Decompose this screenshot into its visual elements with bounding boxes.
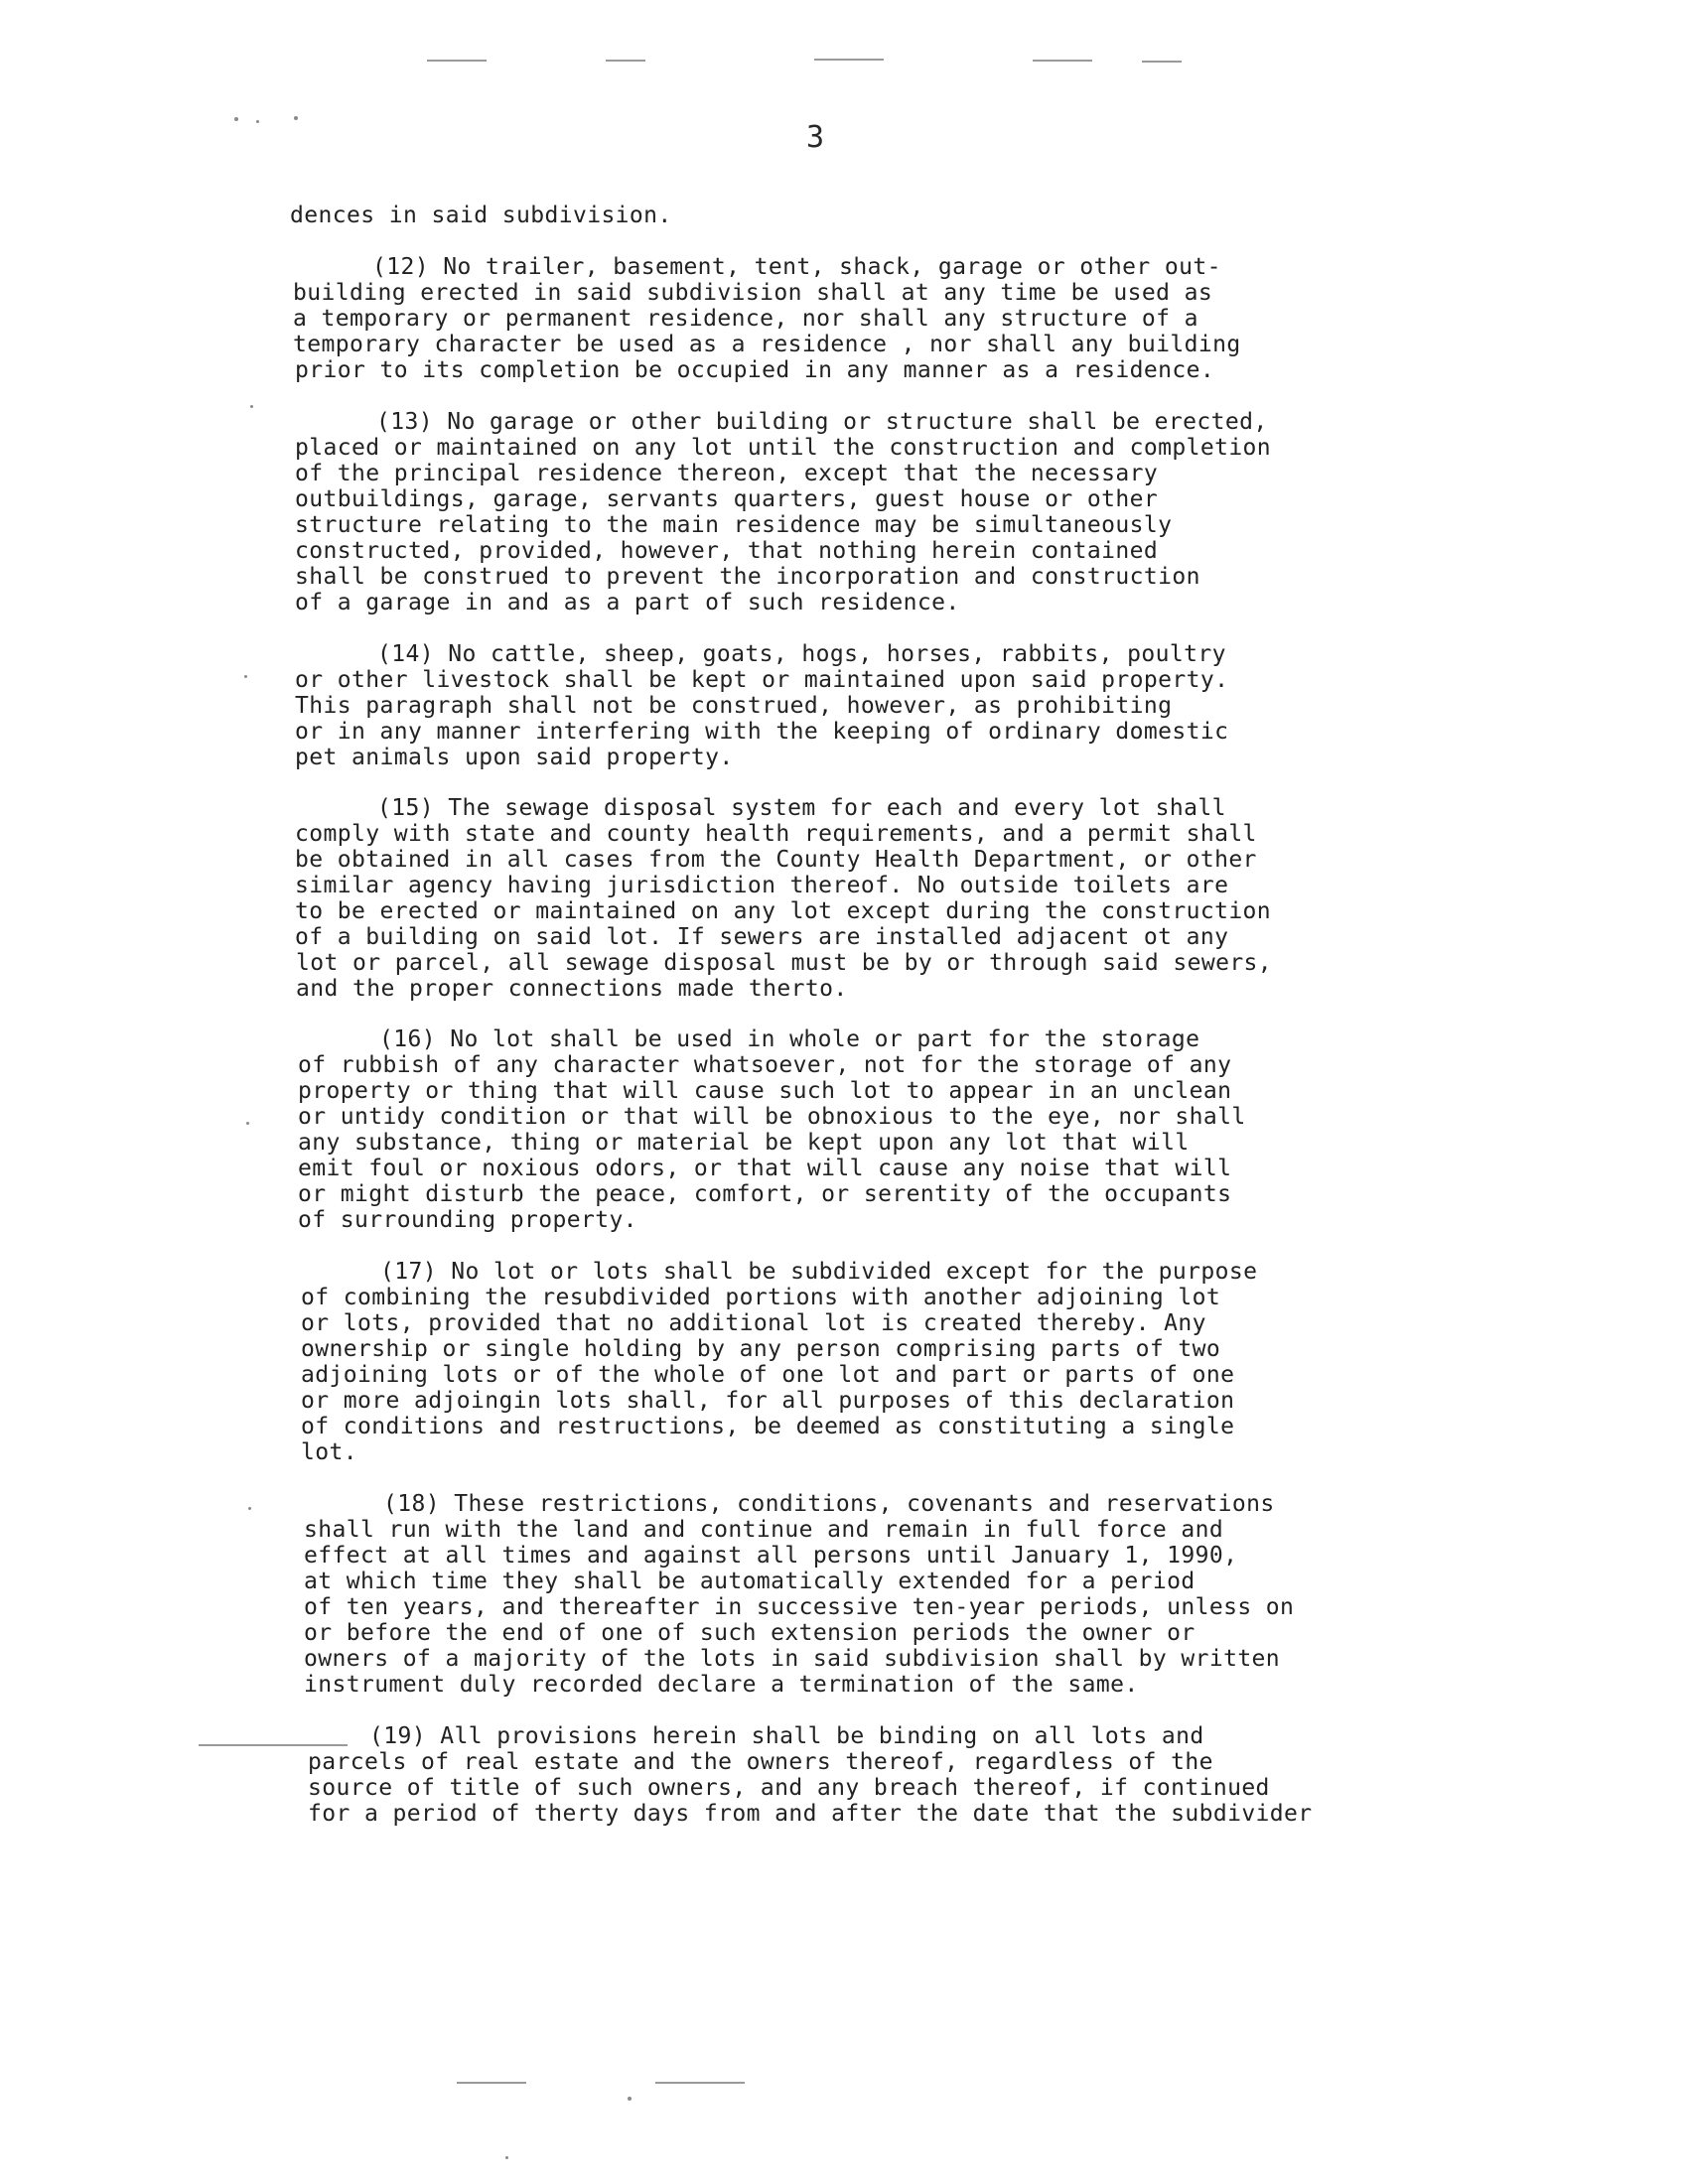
text-line: (13) No garage or other building or structure shall be erected, xyxy=(376,409,1268,435)
text-line: pet animals upon said property. xyxy=(295,745,734,770)
text-line: emit foul or noxious odors, or that will cause any noise that will xyxy=(298,1156,1232,1181)
text-line: of ten years, and thereafter in successive ten-year periods, unless on xyxy=(304,1594,1295,1620)
text-line: building erected in said subdivision shall at any time be used as xyxy=(293,280,1213,306)
text-line: outbuildings, garage, servants quarters, guest house or other xyxy=(295,486,1159,512)
text-line: shall be construed to prevent the incorporation and construction xyxy=(295,564,1200,590)
text-line: instrument duly recorded declare a termination of the same. xyxy=(304,1672,1139,1698)
text-line: parcels of real estate and the owners thereof, regardless of the xyxy=(308,1749,1213,1775)
text-line: source of title of such owners, and any breach thereof, if continued xyxy=(308,1775,1270,1801)
scan-artifact xyxy=(606,60,645,62)
text-line: of a building on said lot. If sewers are installed adjacent ot any xyxy=(295,924,1229,950)
text-line: for a period of therty days from and after the date that the subdivider xyxy=(308,1801,1313,1827)
text-line: (12) No trailer, basement, tent, shack, garage or other out- xyxy=(372,254,1221,280)
text-line: of combining the resubdivided portions with another adjoining lot xyxy=(301,1285,1221,1310)
scan-artifact xyxy=(655,2082,745,2084)
text-line: of surrounding property. xyxy=(298,1207,637,1233)
text-line: or in any manner interfering with the keeping of ordinary domestic xyxy=(295,719,1229,745)
text-line: of rubbish of any character whatsoever, not for the storage of any xyxy=(298,1052,1232,1078)
text-line: owners of a majority of the lots in said subdivision shall by written xyxy=(304,1646,1281,1672)
text-line: a temporary or permanent residence, nor shall any structure of a xyxy=(293,306,1198,332)
text-line: (15) The sewage disposal system for each and every lot shall xyxy=(377,795,1226,821)
scan-artifact xyxy=(199,1744,348,1746)
text-line: comply with state and county health requirements, and a permit shall xyxy=(295,821,1257,847)
text-line: temporary character be used as a residence , nor shall any building xyxy=(293,332,1241,357)
text-line: (17) No lot or lots shall be subdivided except for the purpose xyxy=(380,1259,1258,1285)
text-line: at which time they shall be automatically extended for a period xyxy=(304,1569,1196,1594)
text-line: of a garage in and as a part of such residence. xyxy=(295,590,960,615)
text-line: and the proper connections made therto. xyxy=(296,976,848,1002)
text-line: property or thing that will cause such lot to appear in an unclean xyxy=(298,1078,1232,1104)
text-line: or lots, provided that no additional lot is created thereby. Any xyxy=(301,1310,1206,1336)
scan-artifact xyxy=(294,116,298,120)
text-line: constructed, provided, however, that nothing herein contained xyxy=(295,538,1159,564)
scan-artifact xyxy=(628,2097,632,2101)
text-line: be obtained in all cases from the County Health Department, or other xyxy=(295,847,1257,873)
text-line: ownership or single holding by any person comprising parts of two xyxy=(301,1336,1221,1362)
text-line: of conditions and restructions, be deemed as constituting a single xyxy=(301,1414,1235,1439)
text-line: effect at all times and against all persons until January 1, 1990, xyxy=(304,1543,1238,1569)
scan-artifact xyxy=(256,120,259,123)
text-line: any substance, thing or material be kept upon any lot that will xyxy=(298,1130,1190,1156)
text-line: or more adjoingin lots shall, for all purposes of this declaration xyxy=(301,1388,1235,1414)
scan-artifact xyxy=(250,405,253,408)
text-line: (14) No cattle, sheep, goats, hogs, horses, rabbits, poultry xyxy=(377,641,1226,667)
scan-artifact xyxy=(814,59,884,61)
text-line: to be erected or maintained on any lot except during the construction xyxy=(295,898,1272,924)
scan-artifact xyxy=(427,60,487,62)
text-line: shall run with the land and continue and remain in full force and xyxy=(304,1517,1224,1543)
scan-artifact xyxy=(1142,61,1182,63)
scan-artifact xyxy=(248,1507,251,1510)
text-line: This paragraph shall not be construed, however, as prohibiting xyxy=(295,693,1173,719)
text-line: of the principal residence thereon, except that the necessary xyxy=(295,461,1159,486)
text-line: lot. xyxy=(301,1439,357,1465)
text-line: similar agency having jurisdiction thereof. No outside toilets are xyxy=(295,873,1229,898)
text-line: lot or parcel, all sewage disposal must be by or through said sewers, xyxy=(296,950,1273,976)
page-number: 3 xyxy=(806,120,825,155)
text-line: or might disturb the peace, comfort, or serentity of the occupants xyxy=(298,1181,1232,1207)
scan-artifact xyxy=(234,117,238,121)
text-line: structure relating to the main residence may be simultaneously xyxy=(295,512,1173,538)
text-line: or untidy condition or that will be obnoxious to the eye, nor shall xyxy=(298,1104,1246,1130)
text-line: dences in said subdivision. xyxy=(290,203,672,228)
text-line: adjoining lots or of the whole of one lot and part or parts of one xyxy=(301,1362,1235,1388)
scan-artifact xyxy=(505,2156,508,2159)
text-line: placed or maintained on any lot until the construction and completion xyxy=(295,435,1272,461)
text-line: (18) These restrictions, conditions, covenants and reservations xyxy=(383,1491,1275,1517)
text-line: or other livestock shall be kept or maintained upon said property. xyxy=(295,667,1229,693)
scan-artifact xyxy=(457,2082,526,2084)
text-line: prior to its completion be occupied in any manner as a residence. xyxy=(295,357,1215,383)
text-line: (16) No lot shall be used in whole or part for the storage xyxy=(379,1026,1200,1052)
text-line: or before the end of one of such extension periods the owner or xyxy=(304,1620,1196,1646)
scan-artifact xyxy=(244,675,247,678)
scan-artifact xyxy=(246,1122,249,1125)
text-line: (19) All provisions herein shall be binding on all lots and xyxy=(369,1723,1204,1749)
scan-artifact xyxy=(1033,60,1092,62)
